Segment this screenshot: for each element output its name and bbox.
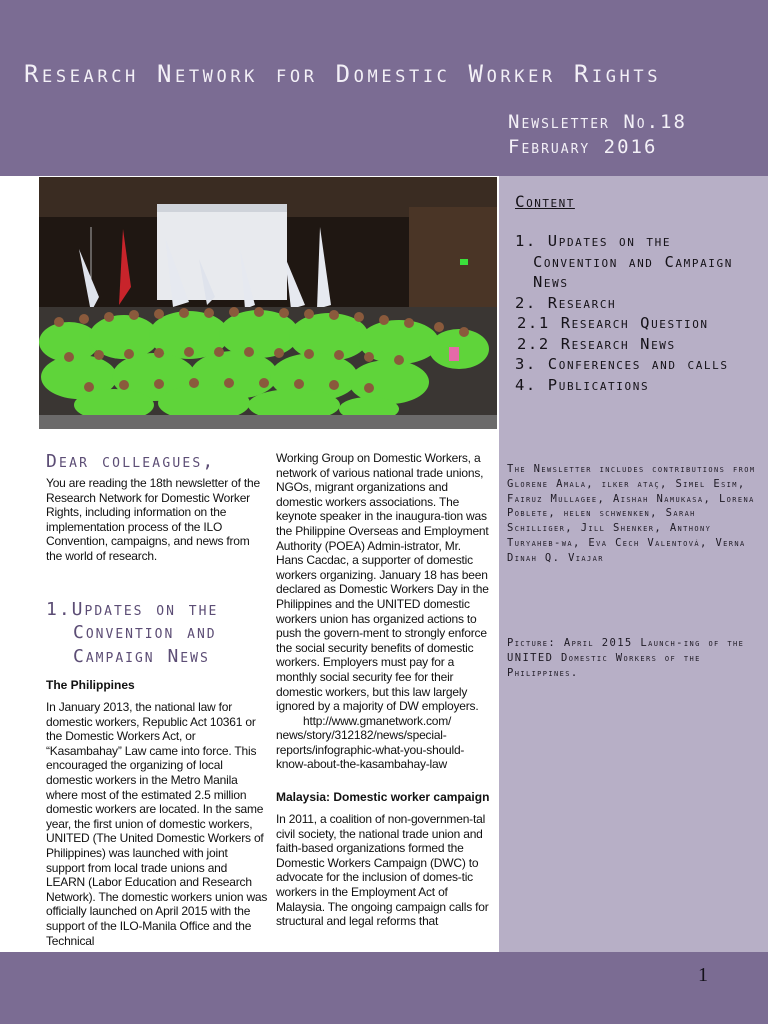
content-sidebar <box>499 176 768 952</box>
toc-list <box>515 231 760 395</box>
section-1-title: 1.Updates on the Convention and Campaign News <box>46 598 219 667</box>
malaysia-heading: Malaysia: Domestic worker campaign <box>276 790 490 805</box>
newsletter-number: Newsletter No.18 <box>508 111 687 133</box>
site-title: Research Network for Domestic Worker Rights <box>24 60 662 88</box>
page-number: 1 <box>698 964 708 986</box>
contributors-note: The Newsletter includes contributions from Glorene Amala, ilker ataç, Simel Esim, Fairuz Mullagee, Aishah Namukasa, Lorena Poblete, helen schwenken, Sarah Schilliger, Jill Shenker, Anthony Turyaheb-wa, Eva Cech Valentová, Verna Dinah Q. Viajar <box>507 463 756 564</box>
newsletter-date: February 2016 <box>508 136 658 158</box>
toc-heading: Content <box>515 192 575 211</box>
group-photo-illustration <box>39 177 497 429</box>
toc-item[interactable]: 2. Research <box>515 293 617 312</box>
toc-item[interactable]: 4. Publications <box>515 375 650 394</box>
footer-banner <box>0 952 768 1024</box>
philippines-paragraph: In January 2013, the national law for domestic workers, Republic Act 10361 or the Domestic Workers Act, or “Kasambahay” Law came into force. This encouraged the organizing of local domestic workers in the Metro Manila where most of the estimated 2.5 million domestic workers are located. In the same year, the first union of domestic workers, UNITED (The United Domestic Workers of Philippines) was launched with joint support from local trade unions and LEARN (Labor Education and Research Network). The domestic workers union was officially launched on April 2015 with the support of the ILO-Manila Office and the Technical <box>46 700 268 948</box>
photo-caption: Picture: April 2015 Launch-ing of the UNITED Domestic Workers of the Philippines. <box>507 637 745 679</box>
group-photo <box>39 177 497 429</box>
working-group-paragraph: Working Group on Domestic Workers, a network of various national trade unions, NGOs, migrant organizations and domestic workers associations. The keynote speaker in the inaugura-tion was the Philippine Overseas and Employment Authority (POEA) Admin-istrator, Mr. Hans Cacdac, a supporter of domestic workers organizing. January 18 has been declared as Domestic Workers Day in the Philippines and the UNITED domestic workers union has organized actions to push the govern-ment to strongly enforce the social security benefits of domestic workers. Employers must pay for a monthly social security fee for their domestic workers, but this law largely ignored by a majority of DW employers. <box>276 451 489 714</box>
toc-item[interactable]: 2.1 Research Question <box>517 314 709 332</box>
toc-item[interactable]: 3. Conferences and calls <box>515 355 729 373</box>
toc-item[interactable]: 1. Updates on the Convention and Campaign News <box>515 232 733 291</box>
malaysia-paragraph: In 2011, a coalition of non-governmen-tal civil society, the national trade union and faith-based organizations formed the Domestic Workers Campaign (DWC) to advocate for the inclusion of domes-tic workers in the Employment Act of Malaysia. The ongoing campaign calls for structural and legal reforms that <box>276 812 489 929</box>
article-column-1 <box>46 451 268 948</box>
issue-info <box>508 110 687 160</box>
toc-item[interactable]: 2.2 Research News <box>517 334 676 353</box>
header-banner <box>0 0 768 176</box>
greeting-heading: Dear colleagues, <box>46 451 216 472</box>
article-column-2 <box>276 451 490 929</box>
gmanetwork-link[interactable]: http://www.gmanetwork.com/ news/story/312182/news/special-reports/infographic-what-you-should-know-about-the-kasambahay-law <box>276 713 465 772</box>
philippines-heading: The Philippines <box>46 678 135 693</box>
intro-paragraph: You are reading the 18th newsletter of the Research Network for Domestic Worker Rights, including information on the implementation process of the ILO Convention, campaigns, and news from the world of research. <box>46 476 260 563</box>
